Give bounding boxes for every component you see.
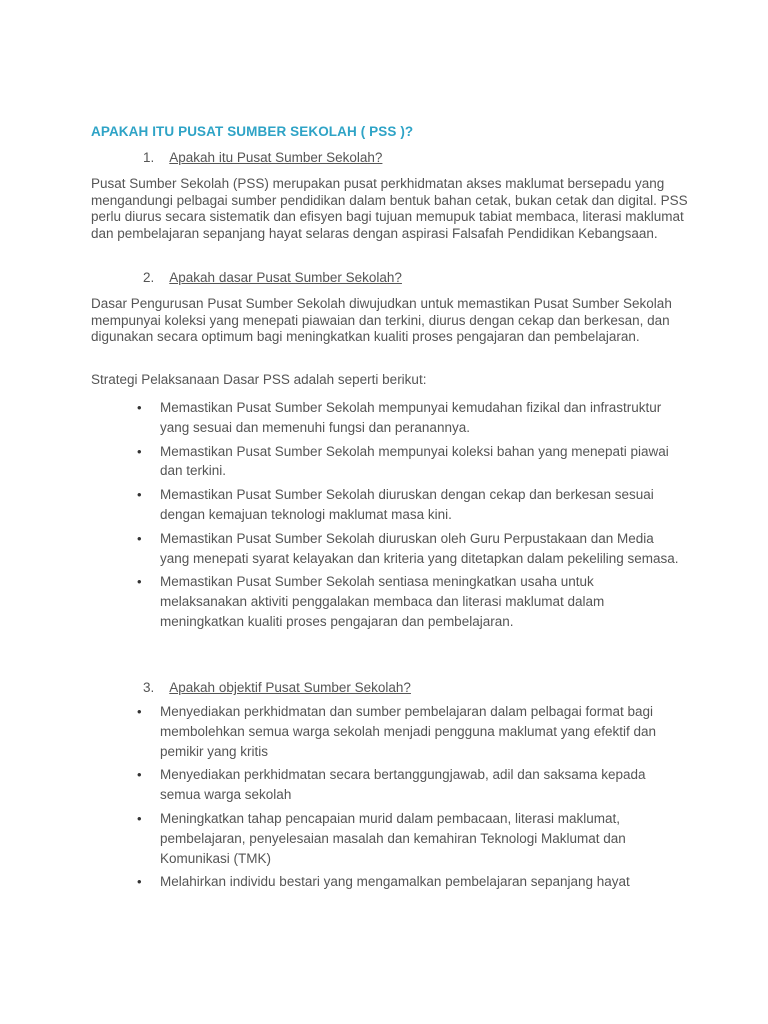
question-2 [143, 270, 402, 285]
list-item: • Memastikan Pusat Sumber Sekolah sentiasa meningkatkan usaha untuk melaksanakan aktiviti penggalakan membaca dan literasi maklumat dalam meningkatkan kualiti proses pengajaran dan pembelajaran. [137, 574, 605, 629]
question-3-number: 3. [143, 680, 155, 695]
question-1 [143, 150, 382, 165]
bullet-icon: • [137, 574, 142, 590]
paragraph-pss-policy: Dasar Pengurusan Pusat Sumber Sekolah diwujudkan untuk memastikan Pusat Sumber Sekolah mempunyai koleksi yang menepati piawaian dan terkini, diurus dengan cekap dan berkesan, dan digunakan secara optimum bagi meningkatkan kualiti proses pengajaran dan pembelajaran. [91, 296, 672, 345]
bullet-icon: • [137, 810, 142, 826]
list-item: • Menyediakan perkhidmatan dan sumber pembelajaran dalam pelbagai format bagi membolehkan semua warga sekolah menjadi pengguna maklumat yang efektif dan pemikir yang kritis [137, 704, 657, 759]
bullet-icon: • [137, 874, 142, 890]
document-title: APAKAH ITU PUSAT SUMBER SEKOLAH ( PSS )? [91, 124, 414, 139]
bullet-icon: • [137, 530, 142, 546]
bullet-icon: • [137, 487, 142, 503]
question-2-text: Apakah dasar Pusat Sumber Sekolah? [169, 270, 402, 285]
bullet-icon: • [137, 443, 142, 459]
bullet-icon: • [137, 704, 142, 719]
list-item: • Memastikan Pusat Sumber Sekolah mempunyai kemudahan fizikal dan infrastruktur yang sesuai dan memenuhi fungsi dan peranannya. [137, 400, 662, 435]
list-item: • Memastikan Pusat Sumber Sekolah diuruskan oleh Guru Perpustakaan dan Media yang menepati syarat kelayakan dan kriteria yang ditetapkan dalam pekeliling semasa. [137, 530, 679, 566]
paragraph-pss-definition: Pusat Sumber Sekolah (PSS) merupakan pusat perkhidmatan akses maklumat bersepadu yang mengandungi pelbagai sumber pendidikan dalam bentuk bahan cetak, bukan cetak dan digital. PSS perlu diurus secara sistematik dan efisyen bagi tujuan memupuk tabiat membaca, literasi maklumat dan pembelajaran sepanjang hayat selaras dengan aspirasi Falsafah Pendidikan Kebangsaan. [91, 176, 688, 241]
question-1-text: Apakah itu Pusat Sumber Sekolah? [169, 150, 383, 165]
strategy-list [137, 398, 680, 636]
bullet-icon: • [137, 767, 142, 783]
paragraph-strategy-intro: Strategi Pelaksanaan Dasar PSS adalah seperti berikut: [91, 372, 427, 387]
question-3 [143, 680, 411, 695]
question-1-number: 1. [143, 150, 155, 165]
bullet-icon: • [137, 400, 142, 415]
question-3-text: Apakah objektif Pusat Sumber Sekolah? [169, 680, 411, 695]
list-item: • Meningkatkan tahap pencapaian murid dalam pembacaan, literasi maklumat, pembelajaran, penyelesaian masalah dan kemahiran Teknologi Maklumat dan Komunikasi (TMK) [137, 810, 626, 866]
objective-list [137, 702, 680, 896]
list-item: • Menyediakan perkhidmatan secara bertanggungjawab, adil dan saksama kepada semua warga sekolah [137, 767, 646, 803]
list-item: • Memastikan Pusat Sumber Sekolah diuruskan dengan cekap dan berkesan sesuai dengan kemajuan teknologi maklumat masa kini. [137, 487, 654, 522]
list-item: • Melahirkan individu bestari yang mengamalkan pembelajaran sepanjang hayat [160, 872, 680, 892]
question-2-number: 2. [143, 270, 155, 285]
list-item: • Memastikan Pusat Sumber Sekolah mempunyai koleksi bahan yang menepati piawai dan terkini. [137, 443, 669, 479]
